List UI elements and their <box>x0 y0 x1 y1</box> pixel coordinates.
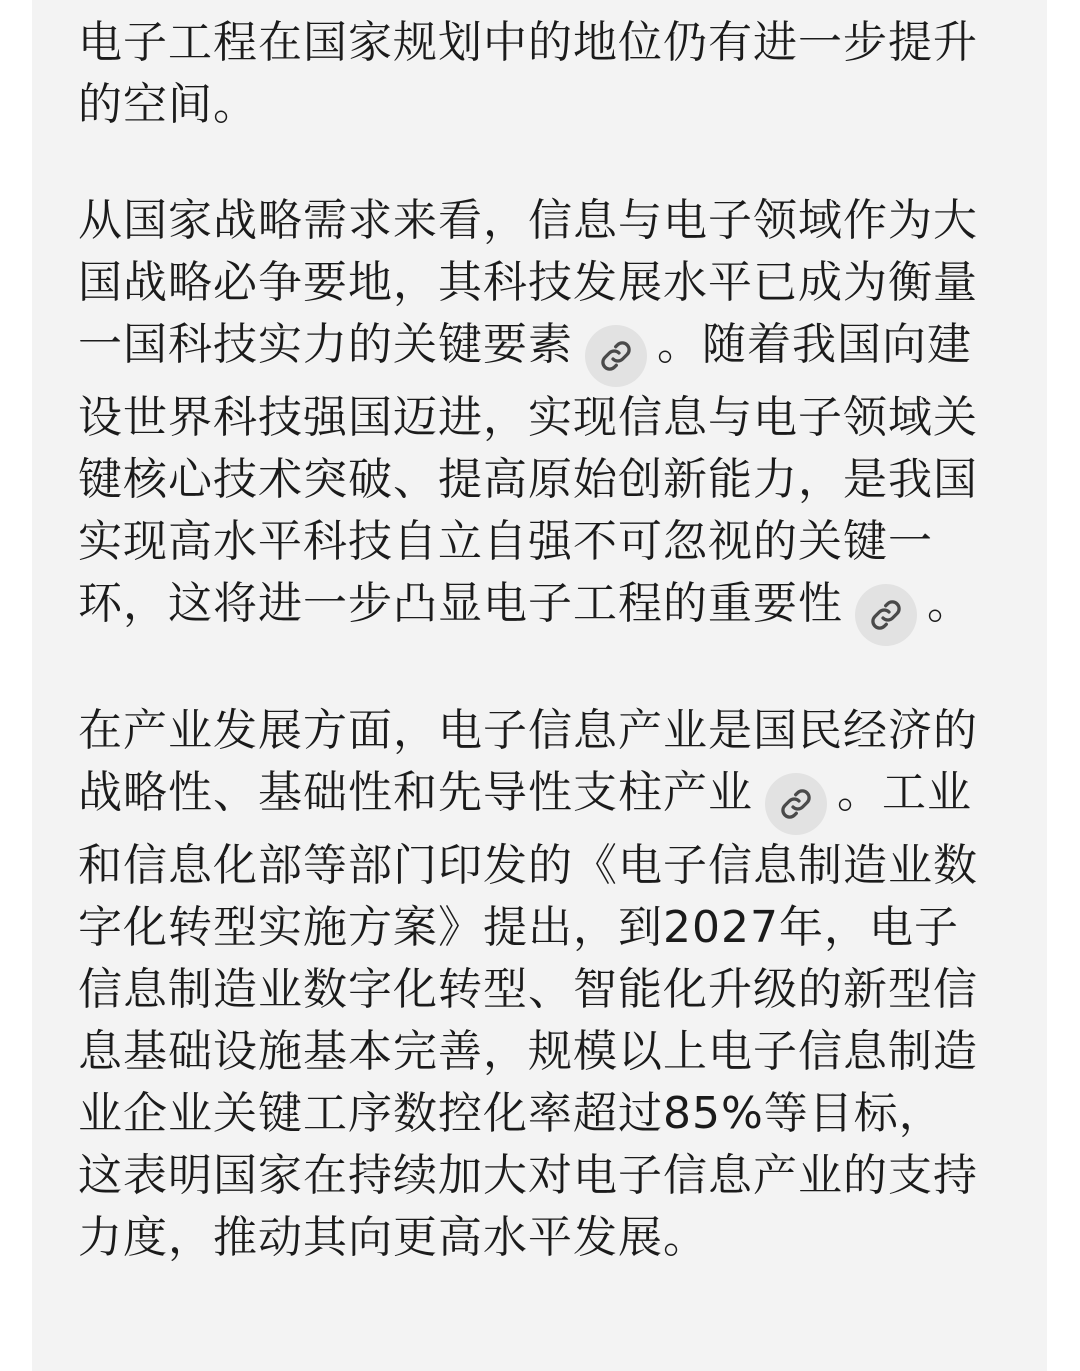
source-link-button[interactable] <box>855 584 917 646</box>
paragraph <box>78 190 978 646</box>
paragraph <box>78 700 978 1269</box>
link-icon <box>778 786 814 822</box>
link-icon <box>598 338 634 374</box>
paragraph-text: 从国家战略需求来看，信息与电子领域作为大国战略必争要地，其科技发展水平已成为衡量一国科技实力的关键要素 <box>78 195 978 370</box>
link-icon <box>868 597 904 633</box>
source-link-button[interactable] <box>585 325 647 387</box>
paragraph-text: 。 <box>927 578 972 629</box>
paragraph-text: 。随着我国向建设世界科技强国迈进，实现信息与电子领域关键核心技术突破、提高原始创新能力，是我国实现高水平科技自立自强不可忽视的关键一环，这将进一步凸显电子工程的重要性 <box>78 319 978 629</box>
paragraph <box>78 12 978 136</box>
paragraph-text: 电子工程在国家规划中的地位仍有进一步提升的空间。 <box>78 17 978 130</box>
article-content <box>78 12 978 1269</box>
paragraph-text: 在产业发展方面，电子信息产业是国民经济的战略性、基础性和先导性支柱产业 <box>78 705 978 818</box>
paragraph-text: 。工业和信息化部等部门印发的《电子信息制造业数字化转型实施方案》提出，到2027年，电子信息制造业数字化转型、智能化升级的新型信息基础设施基本完善，规模以上电子信息制造业企业关键工序数控化率超过85%等目标，这表明国家在持续加大对电子信息产业的支持力度，推动其向更高水平发展。 <box>78 767 978 1263</box>
source-link-button[interactable] <box>765 773 827 835</box>
message-card <box>32 0 1047 1371</box>
